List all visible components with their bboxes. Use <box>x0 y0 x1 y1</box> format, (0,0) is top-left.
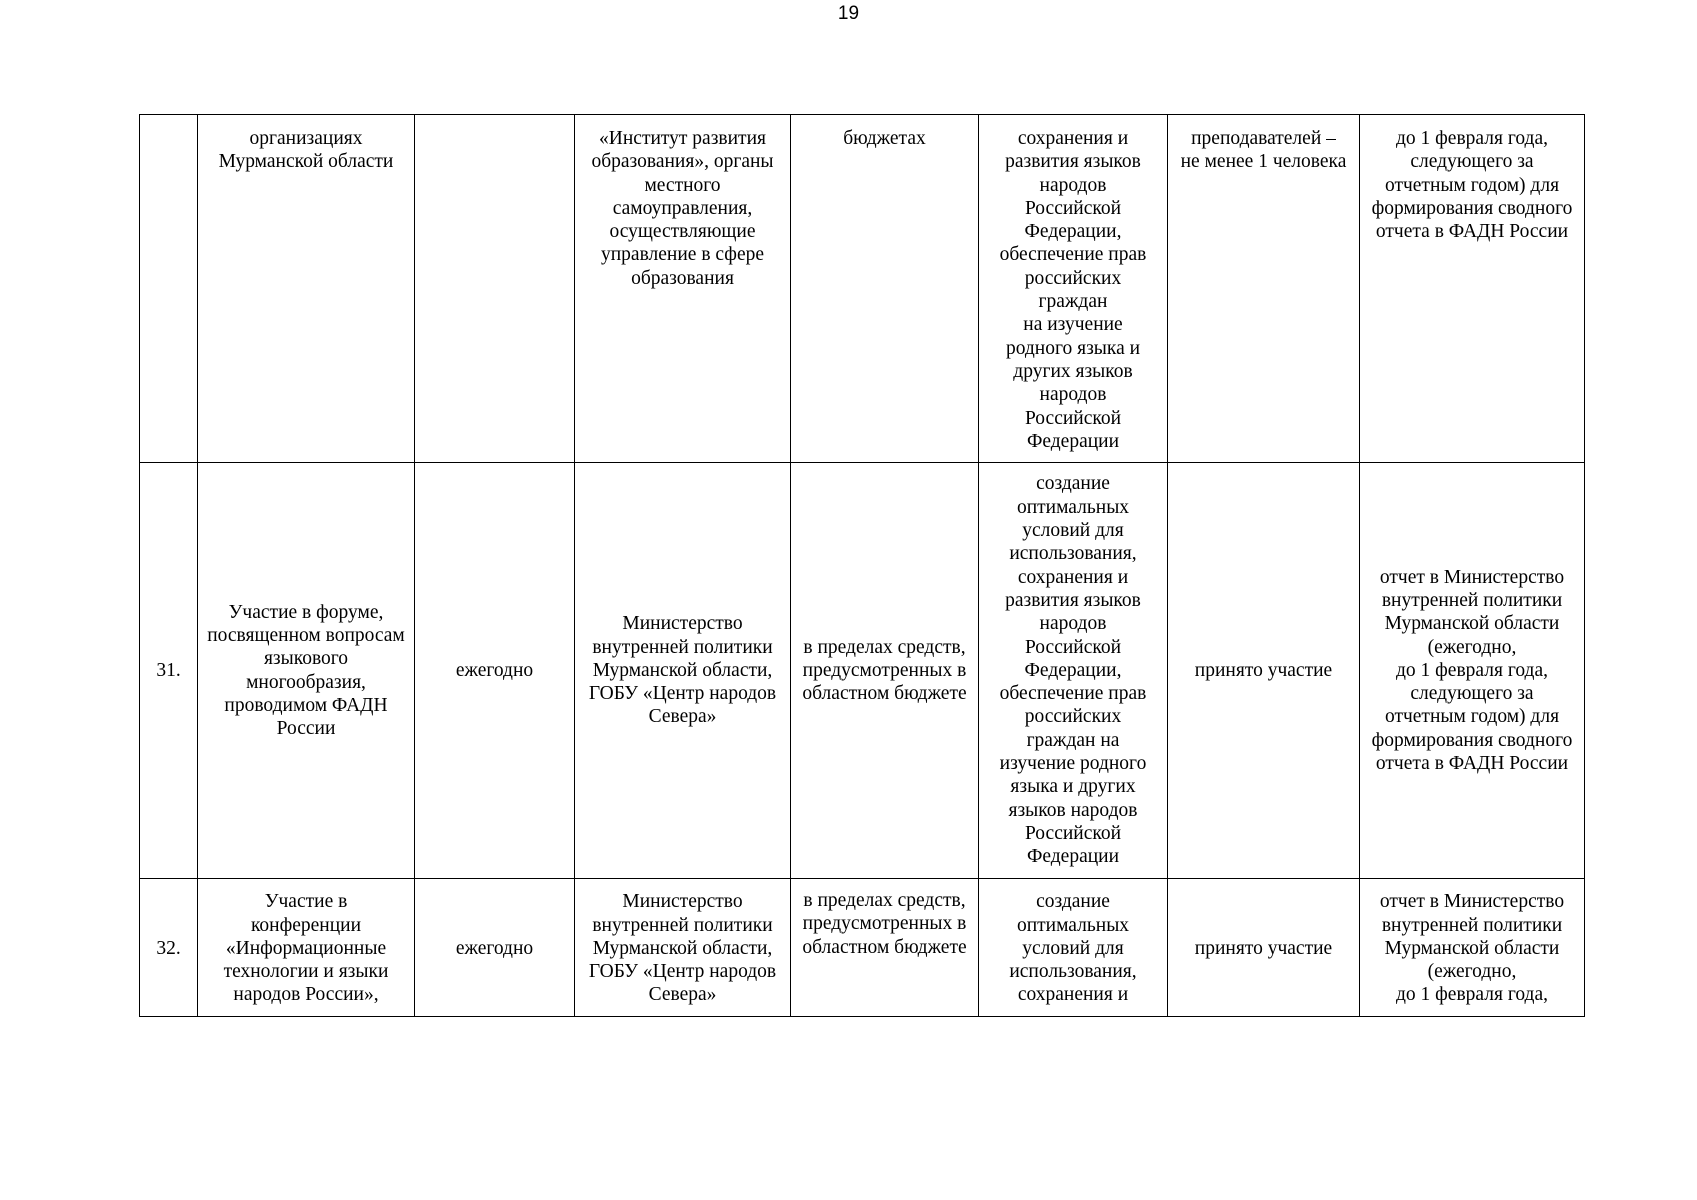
cell-report: отчет в Министерство внутренней политики Мурманской области (ежегодно, до 1 февраля года, <box>1360 879 1585 1017</box>
cell-indicator: преподавателей – не менее 1 человека <box>1168 115 1360 463</box>
cell-indicator: принято участие <box>1168 463 1360 879</box>
cell-event: Участие в форуме, посвященном вопросам языкового многообразия, проводимом ФАДН России <box>198 463 415 879</box>
cell-executor: «Институт развития образования», органы местного самоуправления, осуществляющие управление в сфере образования <box>575 115 791 463</box>
table-row <box>140 879 1585 1017</box>
cell-funding: в пределах средств, предусмотренных в областном бюджете <box>791 463 979 879</box>
cell-term <box>415 115 575 463</box>
cell-executor: Министерство внутренней политики Мурманской области, ГОБУ «Центр народов Севера» <box>575 879 791 1017</box>
table-row <box>140 115 1585 463</box>
cell-indicator: принято участие <box>1168 879 1360 1017</box>
cell-term: ежегодно <box>415 463 575 879</box>
cell-report: отчет в Министерство внутренней политики Мурманской области (ежегодно, до 1 февраля года, следующего за отчетным годом) для формирования сводного отчета в ФАДН России <box>1360 463 1585 879</box>
cell-funding: бюджетах <box>791 115 979 463</box>
cell-event: организациях Мурманской области <box>198 115 415 463</box>
cell-goal: создание оптимальных условий для использования, сохранения и развития языков народов Российской Федерации, обеспечение прав российских граждан на изучение родного языка и других языков народов Российской Федерации <box>979 463 1168 879</box>
page-number: 19 <box>837 3 860 24</box>
cell-event: Участие в конференции «Информационные технологии и языки народов России», <box>198 879 415 1017</box>
table-row <box>140 463 1585 879</box>
cell-executor: Министерство внутренней политики Мурманской области, ГОБУ «Центр народов Севера» <box>575 463 791 879</box>
cell-funding: в пределах средств, предусмотренных в областном бюджете <box>791 879 979 1017</box>
cell-goal: сохранения и развития языков народов Российской Федерации, обеспечение прав российских граждан на изучение родного языка и других языков народов Российской Федерации <box>979 115 1168 463</box>
cell-number <box>140 115 198 463</box>
cell-number: 32. <box>140 879 198 1017</box>
cell-report: до 1 февраля года, следующего за отчетным годом) для формирования сводного отчета в ФАДН России <box>1360 115 1585 463</box>
cell-term: ежегодно <box>415 879 575 1017</box>
cell-goal: создание оптимальных условий для использования, сохранения и <box>979 879 1168 1017</box>
measures-table <box>139 114 1585 1017</box>
cell-number: 31. <box>140 463 198 879</box>
